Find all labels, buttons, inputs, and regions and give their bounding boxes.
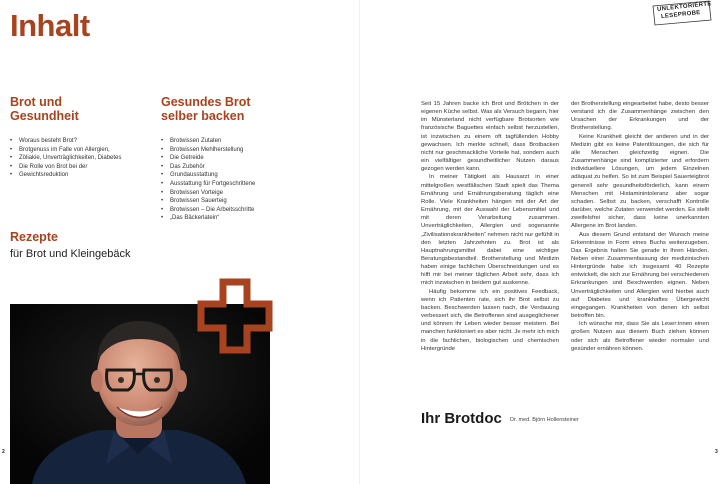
- signature-title: Ihr Brotdoc: [421, 410, 502, 427]
- toc-list-backen: [161, 137, 301, 223]
- text-column-1: [421, 100, 559, 353]
- paragraph: Keine Krankheit gleicht der anderen und in der Medizin gibt es keine Patentlösungen, die sich für alle Menschen gleichzeitig eignen. Die Zusammenhänge sind komplizierter und erfordern individuellere Lösungen, um jedem Einzelnen adäquat zu helfen. So ist zum Beispiel Sauerteigbrot generell sehr gesundheitsförderlich, kann einem Menschen mit Histaminintoleranz aber sogar schaden. Selbst zu backen, verschafft Kontrolle darüber, welche Zutaten verwendet werden. Es stellt zweifelsfrei sicher, dass keine unerkannten Allergene im Brot landen.: [571, 133, 709, 230]
- toc-item: • Die Rolle von Brot bei der: [10, 163, 150, 172]
- toc-item: [10, 171, 150, 180]
- toc-item: • Brotwissen Zutaten: [161, 137, 301, 146]
- stamp-line: UNLEKTORIERTE: [656, 1, 712, 13]
- paragraph: der Brotherstellung eingearbeitet habe, desto besser verstand ich die Zusammenhänge zwischen den Ursachen der Erkrankungen und der Brotherstellung.: [571, 101, 709, 132]
- toc-item: • Woraus besteht Brot?: [10, 137, 150, 146]
- section-heading-line: Gesundes Brot: [161, 95, 251, 109]
- toc-item: • Brotwissen Mehlherstellung: [161, 146, 301, 155]
- toc-item: [10, 154, 150, 163]
- page-number: 3: [715, 449, 718, 455]
- toc-item: • Grundausstattung: [161, 171, 301, 180]
- toc-item: • Brotgenuss im Falle von Allergien,: [10, 146, 150, 155]
- author-name: Dr. med. Björn Hollensteiner: [510, 417, 579, 423]
- section-heading-rezepte: Rezepte: [10, 230, 58, 244]
- section-heading-selber-backen: [161, 95, 251, 123]
- toc-item: • „Das Bäckerlatein“: [161, 214, 301, 223]
- section-subtitle-rezepte: für Brot und Kleingebäck: [10, 248, 131, 260]
- toc-item: • Das Zubehör: [161, 163, 301, 172]
- section-heading-line: Brot und: [10, 95, 63, 109]
- section-heading-line: Gesundheit: [10, 109, 79, 123]
- preview-stamp: [651, 0, 713, 26]
- paragraph: Häufig bekomme ich ein positives Feedback, wenn ich Patienten rate, sich ihr Brot selbst zu backen. Beschwerden lassen nach, die Verdauung verbessert sich, die Betroffenen sind ausgeglichener und können ihr Leben wieder besser meistern. Bei manchen funktioniert es aber nicht. Je mehr ich mich in die fachlichen, biologischen und chemischen Hintergründe: [421, 288, 559, 352]
- paragraph: Aus diesem Grund entstand der Wunsch meine Erkenntnisse in Form eines Buchs weiterzugeben. Das Ergebnis halten Sie gerade in Ihren Händen. Neben einer Zusammenfassung der medizinischen Hintergründe habe ich insgesamt 40 Rezepte entwickelt, die sich zur Ernährung bei verschiedenen Erkrankungen und Beschwerden eignen. Neben Unverträglichkeiten und Allergien wird hierbei auch auf Diabetes und krankhaftes Übergewicht eingegangen. Krankheiten von denen ich selbst betroffen bin.: [571, 231, 709, 320]
- section-heading-line: selber backen: [161, 109, 245, 123]
- toc-item: • Ausstattung für Fortgeschrittene: [161, 180, 301, 189]
- paragraph: Ich wünsche mir, dass Sie als Leser:innen einen großen Nutzen aus diesem Buch ziehen können oder sich als Betroffener wieder normaler und gesünder ernähren können.: [571, 321, 709, 352]
- toc-item: • Die Getreide: [161, 154, 301, 163]
- toc-item-continued: Gewichtsreduktion: [19, 172, 69, 179]
- toc-item: • Brotwissen Sauerteig: [161, 197, 301, 206]
- page-number: 2: [2, 449, 5, 455]
- text-column-2: [571, 100, 709, 353]
- paragraph: In meiner Tätigkeit als Hausarzt in einer mittelgroßen westfälischen Stadt spielt das Thema Ernährung und Ernährungsberatung täglich eine Rolle. Viele Krankheiten hängen mit der Art der Ernährung, mit der Auswahl der Lebensmittel und mit deren Verarbeitung zusammen. Unverträglichkeiten, Allergien und sogenannte „Zivilisationskrankheiten“ nehmen nicht nur gefühlt in den letzten Jahrzehnten zu. Brot ist als Hauptnahrungsmittel dabei eine wichtiger Beratungsbestandteil. Brotherstellung und Medizin haben einige fachlichen Überschneidungen und es hilft mir bei meiner täglichen Arbeit sehr, dass ich mich inzwischen in beidem gut auskenne.: [421, 174, 559, 287]
- right-page: [360, 0, 720, 484]
- section-heading-brot-gesundheit: [10, 95, 79, 123]
- toc-item-continued: Zöliakie, Unverträglichkeiten, Diabetes: [19, 155, 122, 162]
- stamp-line: LESEPROBE: [660, 9, 701, 21]
- medical-cross-icon: [195, 276, 275, 356]
- toc-list-gesundheit: [10, 137, 150, 180]
- toc-item: • Brotwissen – Die Arbeitsschritte: [161, 206, 301, 215]
- toc-item: • Brotwissen Vorteige: [161, 189, 301, 198]
- page-title: Inhalt: [10, 8, 90, 43]
- paragraph: Seit 15 Jahren backe ich Brot und Brötchen in der eigenen Küche selbst. Was als Versuch begann, hier im Münsterland nicht verfügbare Brotsorten wie französische Baguettes einfach selbst herzustellen, ist inzwischen zu einem oft tagfüllenden Hobby gewachsen. Ich merkte schnell, dass Brotbacken nicht nur geschmackliche Vorteile hat, sondern auch ein vielfältiger gesundheitlicher Nutzen daraus gezogen werden kann.: [421, 101, 559, 173]
